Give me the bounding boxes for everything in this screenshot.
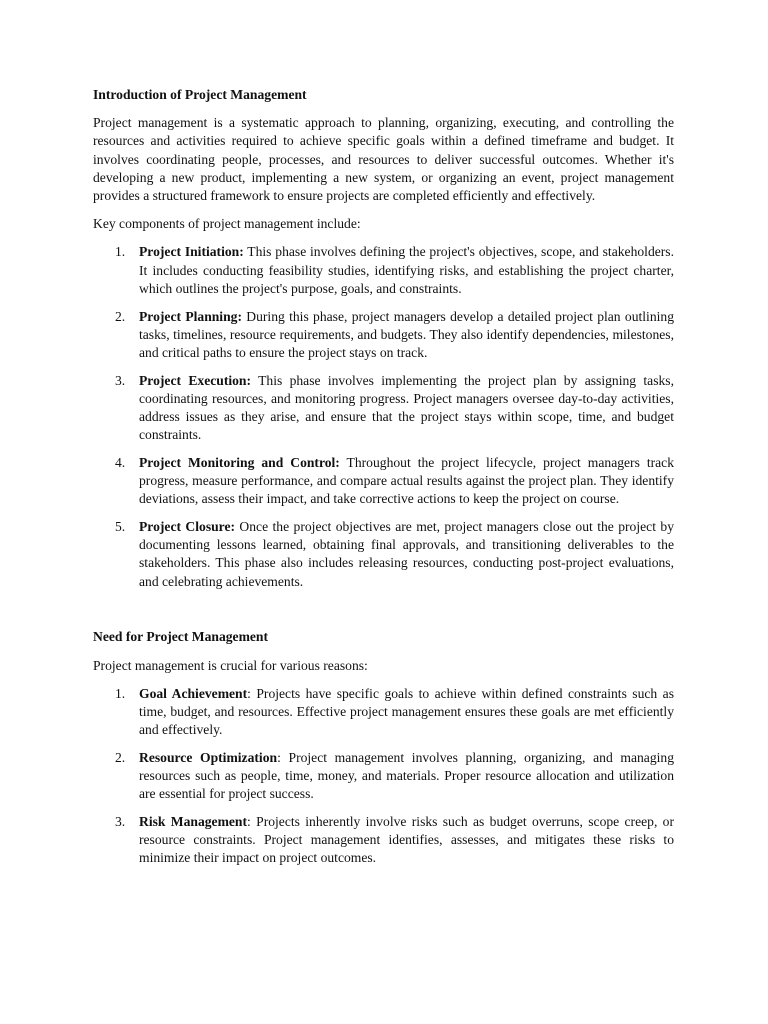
list-item-text: During this phase, project managers develop a detailed project plan outlining tasks, timelines, resource requirements, and budgets. They also identify dependencies, milestones, and critical paths to ensure the project stays on track. — [139, 308, 674, 360]
list-item-text: : Projects have specific goals to achieve within defined constraints such as time, budget, and resources. Effective project management ensures these goals are met efficiently and effectively. — [139, 685, 674, 738]
components-list — [93, 243, 674, 590]
list-item — [93, 813, 674, 868]
list-item-text: Once the project objectives are met, project managers close out the project by documenting lessons learned, obtaining final approvals, and transitioning deliverables to the stakeholders. This phase also includes releasing resources, conducting post-project evaluations, and celebrating achievements. — [139, 519, 674, 589]
components-lead-paragraph: Key components of project management include: — [93, 216, 361, 232]
list-item-number: 2. — [115, 749, 126, 765]
list-item-number: 1. — [115, 685, 126, 701]
list-item-number: 4. — [115, 454, 126, 470]
list-item-term: Project Planning: — [139, 308, 242, 324]
list-item — [93, 749, 674, 804]
document-page — [93, 86, 674, 877]
list-item-number: 3. — [115, 814, 126, 829]
list-item — [93, 454, 674, 509]
list-item-term: Project Closure: — [139, 519, 236, 535]
list-item-number: 1. — [115, 244, 126, 260]
list-item-text: This phase involves defining the project's objectives, scope, and stakeholders. It includes conducting feasibility studies, identifying risks, and establishing the project charter, which outlines the project's purpose, goals, and constraints. — [139, 244, 674, 296]
list-item-text: : Projects inherently involve risks such as budget overruns, scope creep, or resource constraints. Project management identifies, assesses, and mitigates these risks to minimize their impact on project outcomes. — [139, 814, 674, 866]
list-item — [93, 372, 674, 445]
section-heading-introduction: Introduction of Project Management — [93, 87, 307, 102]
list-item-number: 3. — [115, 372, 126, 388]
list-item-term: Project Initiation: — [139, 244, 244, 260]
list-item — [93, 308, 674, 363]
list-item-number: 5. — [115, 519, 126, 535]
list-item-text: Throughout the project lifecycle, project managers track progress, measure performance, and compare actual results against the project plan. They identify deviations, assess their impact, and take corrective actions to keep the project on course. — [139, 454, 674, 507]
list-item-term: Goal Achievement — [139, 685, 248, 701]
list-item — [93, 518, 674, 591]
list-item-term: Project Execution: — [139, 372, 252, 388]
list-item-term: Resource Optimization — [139, 749, 278, 765]
list-item — [93, 243, 674, 298]
reasons-list — [93, 685, 674, 868]
section-spacer — [93, 600, 674, 628]
list-item — [93, 685, 674, 740]
need-lead-paragraph: Project management is crucial for various reasons: — [93, 657, 368, 673]
list-item-term: Risk Management — [139, 814, 248, 829]
list-item-text: This phase involves implementing the project plan by assigning tasks, coordinating resources, and monitoring progress. Project managers oversee day-to-day activities, address issues as they arise, and ensure that the project stays within scope, time, and budget constraints. — [139, 372, 674, 443]
list-item-term: Project Monitoring and Control: — [139, 454, 340, 470]
section-heading-need: Need for Project Management — [93, 629, 269, 645]
intro-paragraph: Project management is a systematic approach to planning, organizing, executing, and controlling the resources and activities required to achieve specific goals within a defined timeframe and budget. It involves coordinating people, processes, and resources to deliver successful outcomes. Whether it's developing a new product, implementing a new system, or organizing an event, project management provides a structured framework to ensure projects are completed efficiently and effectively. — [93, 115, 674, 204]
list-item-number: 2. — [115, 308, 126, 324]
list-item-text: : Project management involves planning, organizing, and managing resources such as people, time, money, and materials. Proper resource allocation and utilization are essential for project success. — [139, 749, 675, 802]
